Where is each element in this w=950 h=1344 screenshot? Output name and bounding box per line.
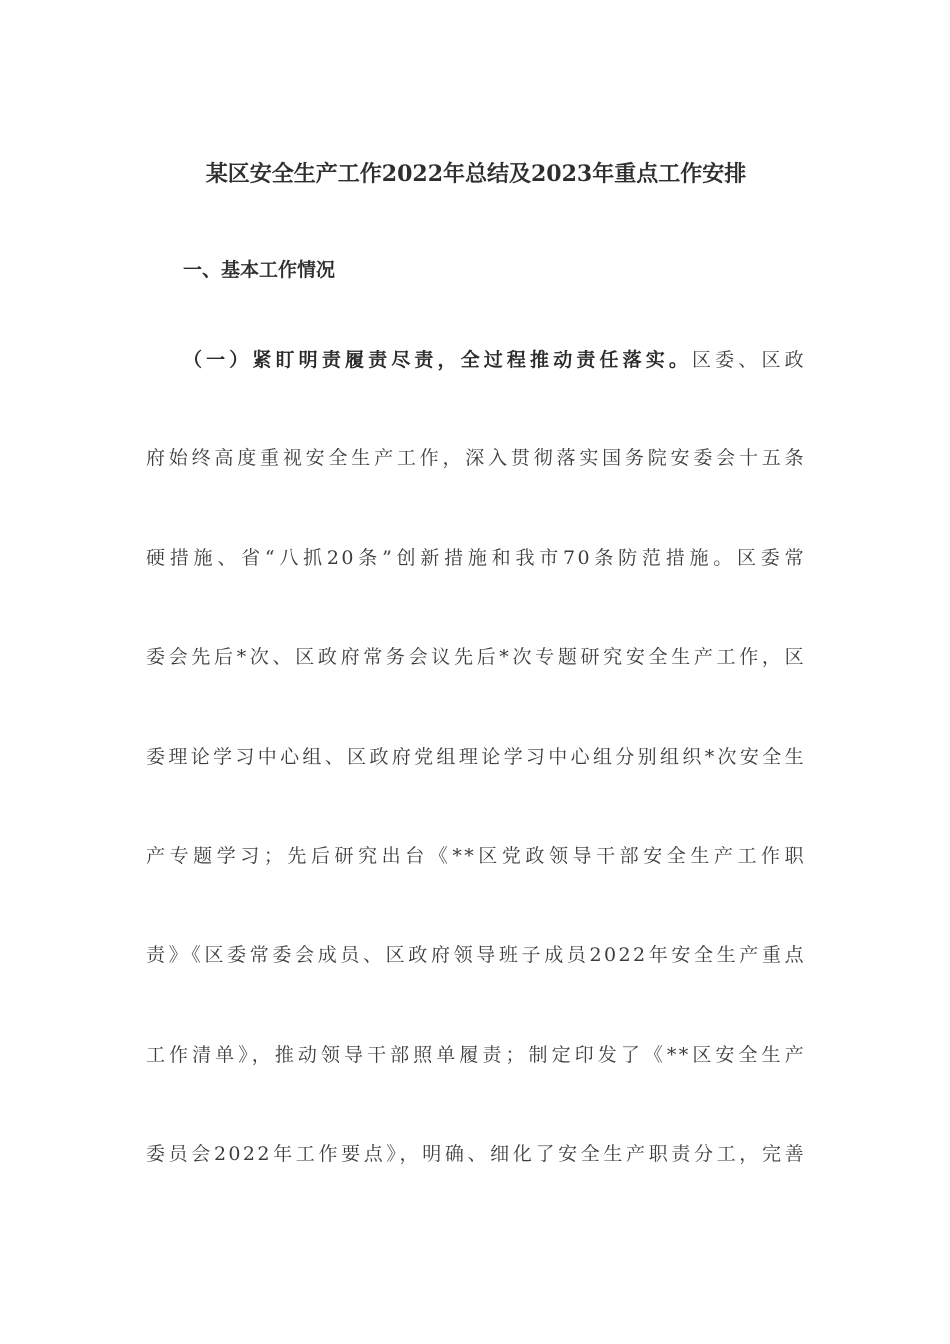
paragraph-line: 委会先后*次、区政府常务会议先后*次专题研究安全生产工作，区 xyxy=(146,646,806,668)
paragraph-line: 硬措施、省“八抓20条”创新措施和我市70条防范措施。区委常 xyxy=(146,547,806,569)
paragraph-lead-bold: （一）紧盯明责履责尽责，全过程推动责任落实。 xyxy=(183,349,693,371)
paragraph-line xyxy=(183,345,806,372)
section-heading: 一、基本工作情况 xyxy=(183,259,336,281)
paragraph-line-text: 区委、区政 xyxy=(692,349,806,371)
paragraph-line: 府始终高度重视安全生产工作，深入贯彻落实国务院安委会十五条 xyxy=(146,447,806,469)
document-title: 某区安全生产工作2022年总结及2023年重点工作安排 xyxy=(205,161,747,187)
paragraph-line: 工作清单》，推动领导干部照单履责；制定印发了《**区安全生产 xyxy=(146,1044,806,1066)
paragraph-line: 委员会2022年工作要点》，明确、细化了安全生产职责分工，完善 xyxy=(146,1143,806,1165)
paragraph-line: 委理论学习中心组、区政府党组理论学习中心组分别组织*次安全生 xyxy=(146,746,806,768)
paragraph-line: 产专题学习；先后研究出台《**区党政领导干部安全生产工作职 xyxy=(146,845,806,867)
paragraph-line: 责》《区委常委会成员、区政府领导班子成员2022年安全生产重点 xyxy=(146,944,806,966)
